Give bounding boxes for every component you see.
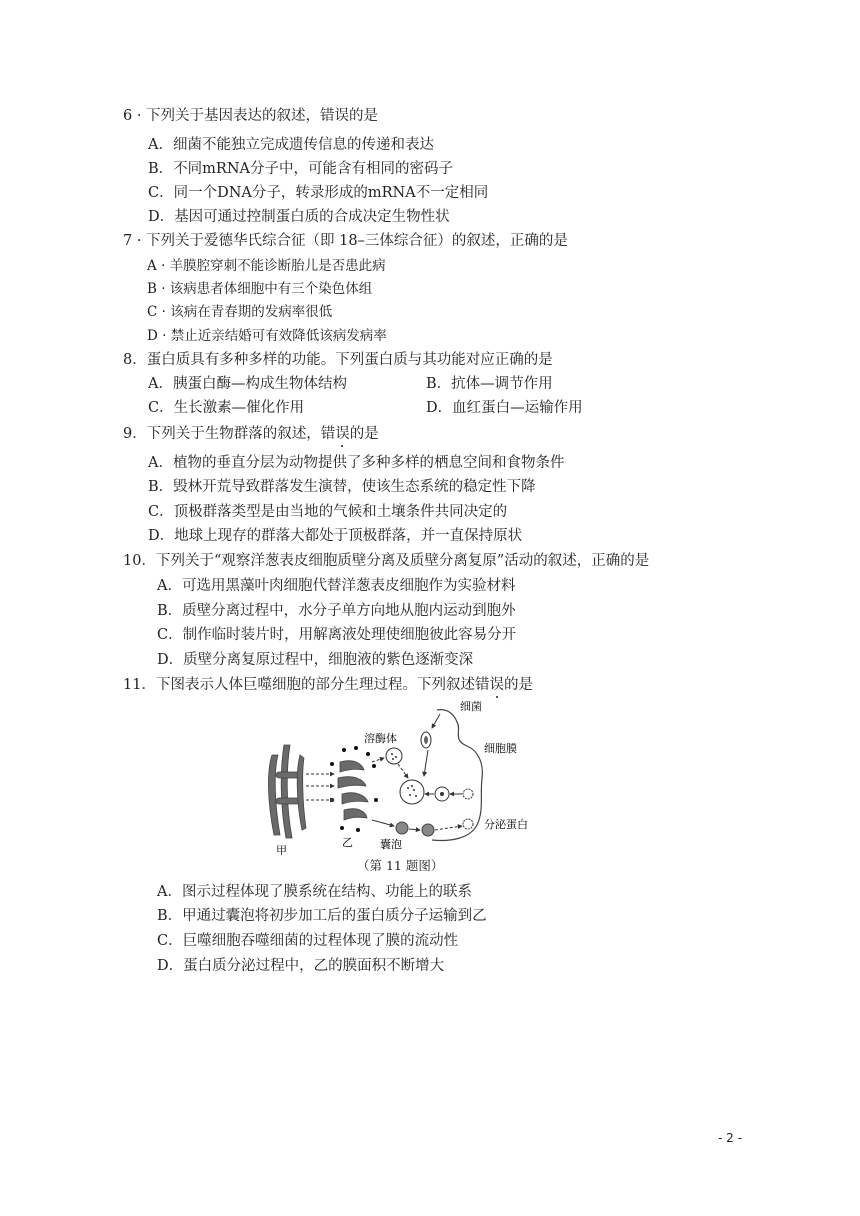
q11-option-d: D．蛋白质分泌过程中，乙的膜面积不断增大 (157, 958, 445, 974)
er-structure-jia (268, 745, 306, 838)
q8-option-c: C．生长激素—催化作用 (148, 400, 305, 416)
q6-option-c: C．同一个DNA分子，转录形成的mRNA不一定相同 (148, 185, 489, 201)
q7-option-c: C · 该病在青春期的发病率很低 (147, 304, 333, 320)
q10-option-b: B．质壁分离过程中，水分子单方向地从胞内运动到胞外 (157, 603, 516, 619)
q11-option-b: B．甲通过囊泡将初步加工后的蛋白质分子运输到乙 (157, 908, 487, 924)
q6-option-b: B．不同mRNA分子中，可能含有相同的密码子 (148, 161, 453, 177)
er-to-golgi-arrows (306, 774, 334, 800)
q7-option-b: B · 该病患者体细胞中有三个染色体组 (147, 281, 373, 297)
q9-option-d: D．地球上现存的群落大都处于顶极群落，并一直保持原状 (148, 528, 523, 544)
cell-membrane-outline (432, 710, 482, 841)
lysosome-to-phagosome-arrow (398, 764, 408, 778)
label-secreted-protein: 分泌蛋白 (484, 818, 528, 831)
q8-option-a: A．胰蛋白酶—构成生物体结构 (148, 376, 347, 392)
q10-stem: 10．下列关于“观察洋葱表皮细胞质壁分离及质壁分离复原”活动的叙述，正确的是 (123, 553, 650, 569)
q10-option-c: C．制作临时装片时，用解离液处理使细胞彼此容易分开 (157, 627, 517, 643)
vesicle-2 (422, 824, 434, 836)
label-jia: 甲 (276, 844, 287, 857)
q11-stem-before: 11．下图表示人体巨噬细胞的部分生理过程。下列叙述错 (123, 677, 490, 693)
label-vesicle: 囊泡 (380, 838, 402, 851)
bacterium-path-arrow (432, 714, 440, 728)
vesicle-1 (396, 822, 408, 834)
macrophage-figure (262, 700, 552, 858)
q8-option-b: B．抗体—调节作用 (426, 376, 553, 392)
golgi-structure-yi (338, 761, 368, 820)
lysosome-circle (386, 748, 402, 764)
q9-option-c: C．顶极群落类型是由当地的气候和土壤条件共同决定的 (148, 504, 508, 520)
q8-stem: 8．蛋白质具有多种多样的功能。下列蛋白质与其功能对应正确的是 (123, 352, 553, 368)
golgi-dots (330, 746, 378, 832)
label-membrane: 细胞膜 (484, 742, 517, 755)
page-number: - 2 - (718, 1131, 742, 1145)
q10-option-a: A．可选用黑藻叶肉细胞代替洋葱表皮细胞作为实验材料 (157, 578, 516, 594)
label-yi: 乙 (342, 836, 353, 849)
label-lysosome: 溶酶体 (364, 732, 397, 745)
q7-option-a: A · 羊膜腔穿刺不能诊断胎儿是否患此病 (147, 258, 386, 274)
q11-option-c: C．巨噬细胞吞噬细菌的过程体现了膜的流动性 (157, 933, 459, 949)
q11-stem (123, 675, 533, 695)
q11-stem-emphasis: 误 (489, 677, 504, 693)
q6-option-d: D．基因可通过控制蛋白质的合成决定生物性状 (148, 209, 450, 225)
q9-stem (123, 424, 379, 444)
q6-option-a: A．细菌不能独立完成遗传信息的传递和表达 (148, 137, 434, 153)
q8-option-d: D．血红蛋白—运输作用 (426, 400, 583, 416)
golgi-to-lysosome-arrow (372, 758, 384, 762)
q10-option-d: D．质壁分离复原过程中，细胞液的紫色逐渐变深 (157, 652, 474, 668)
q7-option-d: D · 禁止近亲结婚可有效降低该病发病率 (147, 328, 387, 344)
q6-stem: 6 · 下列关于基因表达的叙述，错误的是 (123, 108, 379, 124)
figure-caption: （第 11 题图） (357, 858, 444, 873)
q9-stem-emphasis: 误 (335, 426, 350, 442)
q9-option-a: A．植物的垂直分层为动物提供了多种多样的栖息空间和食物条件 (148, 455, 565, 471)
q9-stem-before: 9．下列关于生物群落的叙述，错 (123, 426, 336, 442)
q11-stem-after: 的是 (503, 677, 533, 693)
q9-stem-after: 的是 (349, 426, 379, 442)
phagosome-circle (400, 780, 424, 804)
bacterium-to-cell-arrow (424, 750, 428, 776)
q11-option-a: A．图示过程体现了膜系统在结构、功能上的联系 (157, 884, 472, 900)
label-bacteria: 细菌 (460, 700, 482, 713)
q7-stem: 7 · 下列关于爱德华氏综合征（即 18–三体综合征）的叙述，正确的是 (123, 233, 568, 249)
q9-option-b: B．毁林开荒导致群落发生演替，使该生态系统的稳定性下降 (148, 479, 536, 495)
